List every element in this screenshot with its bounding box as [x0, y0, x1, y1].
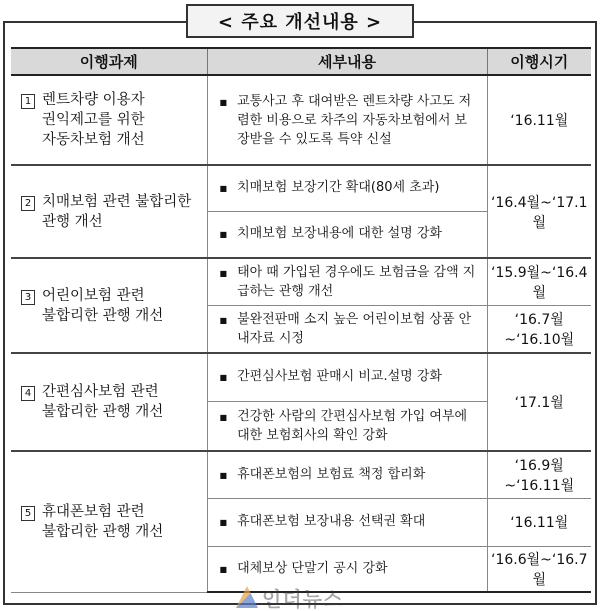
header-timing: 이행시기	[487, 48, 591, 75]
task-cell	[11, 165, 207, 258]
task-cell	[11, 353, 207, 451]
detail-text: 대체보상 단말기 공시 강화	[237, 560, 388, 576]
header-detail: 세부내용	[207, 48, 487, 75]
detail-cell	[207, 211, 487, 258]
detail-text: 휴대폰보험의 보험료 책정 합리화	[237, 466, 426, 482]
task-text: 어린이보험 관련 불합리한 관행 개선	[42, 287, 164, 324]
detail-text: 태아 때 가입된 경우에도 보험금을 감액 지급하는 관행 개선	[237, 264, 476, 299]
table-row	[11, 165, 591, 211]
bullet-icon: ■	[219, 268, 228, 278]
timing-cell: ‘16.11월	[487, 498, 591, 546]
detail-cell	[207, 165, 487, 211]
detail-text: 불완전판매 소지 높은 어린이보험 상품 안내자료 시정	[237, 311, 472, 346]
bullet-icon: ■	[219, 230, 228, 240]
timing-cell: ‘16.6월~‘16.7월	[487, 546, 591, 592]
timing-cell: ‘16.9월~‘16.11월	[487, 451, 591, 498]
task-cell	[11, 258, 207, 353]
timing-cell: ‘15.9월~‘16.4월	[487, 258, 591, 305]
bullet-icon: ■	[219, 564, 228, 574]
timing-cell: ‘16.7월~‘16.10월	[487, 305, 591, 353]
watermark	[236, 584, 376, 610]
table-row	[11, 75, 591, 165]
detail-cell	[207, 305, 487, 353]
detail-cell	[207, 401, 487, 451]
detail-cell	[207, 451, 487, 498]
task-text: 렌트차량 이용자 권익제고를 위한 자동차보험 개선	[42, 92, 145, 148]
watermark-text: 인더뉴스	[262, 586, 344, 611]
detail-cell	[207, 258, 487, 305]
task-text: 치매보험 관련 불합리한 관행 개선	[42, 193, 192, 230]
timing-cell: ‘16.11월	[487, 75, 591, 165]
bullet-icon: ■	[219, 470, 228, 480]
detail-text: 치매보험 보장내용에 대한 설명 강화	[237, 226, 442, 242]
detail-cell	[207, 353, 487, 401]
detail-text: 교통사고 후 대여받은 렌트차량 사고도 저렴한 비용으로 차주의 자동차보험에서 보장받을 수 있도록 특약 신설	[237, 93, 472, 147]
item-number-box: 1	[21, 94, 35, 109]
bullet-icon: ■	[219, 184, 228, 194]
detail-cell	[207, 498, 487, 546]
detail-text: 건강한 사람의 간편심사보험 가입 여부에 대한 보험회사의 확인 강화	[237, 408, 468, 443]
item-number-box: 2	[21, 196, 35, 211]
timing-cell: ‘17.1월	[487, 353, 591, 451]
header-row	[11, 48, 591, 75]
watermark-logo-icon	[236, 586, 258, 608]
table-row	[11, 258, 591, 305]
detail-text: 치매보험 보장기간 확대(80세 초과)	[237, 180, 440, 196]
bullet-icon: ■	[219, 412, 228, 422]
detail-cell	[207, 75, 487, 165]
detail-text: 휴대폰보험 보장내용 선택권 확대	[237, 514, 426, 529]
bullet-icon: ■	[219, 315, 228, 325]
task-text: 휴대폰보험 관련 불합리한 관행 개선	[42, 503, 164, 540]
item-number-box: 3	[21, 290, 35, 305]
table-row	[11, 353, 591, 401]
detail-text: 간편심사보험 판매시 비교.설명 강화	[237, 369, 442, 385]
task-cell	[11, 75, 207, 165]
timing-cell: ‘16.4월~‘17.1월	[487, 165, 591, 258]
item-number-box: 5	[21, 506, 35, 521]
improvements-table	[11, 47, 591, 593]
header-task: 이행과제	[11, 48, 207, 75]
task-cell	[11, 451, 207, 592]
task-text: 간편심사보험 관련 불합리한 관행 개선	[42, 384, 164, 420]
table-row	[11, 451, 591, 498]
bullet-icon: ■	[219, 518, 228, 527]
item-number-box: 4	[21, 386, 35, 401]
bullet-icon: ■	[219, 373, 228, 383]
page-title: < 주요 개선내용 >	[186, 4, 414, 38]
bullet-icon: ■	[219, 97, 228, 107]
